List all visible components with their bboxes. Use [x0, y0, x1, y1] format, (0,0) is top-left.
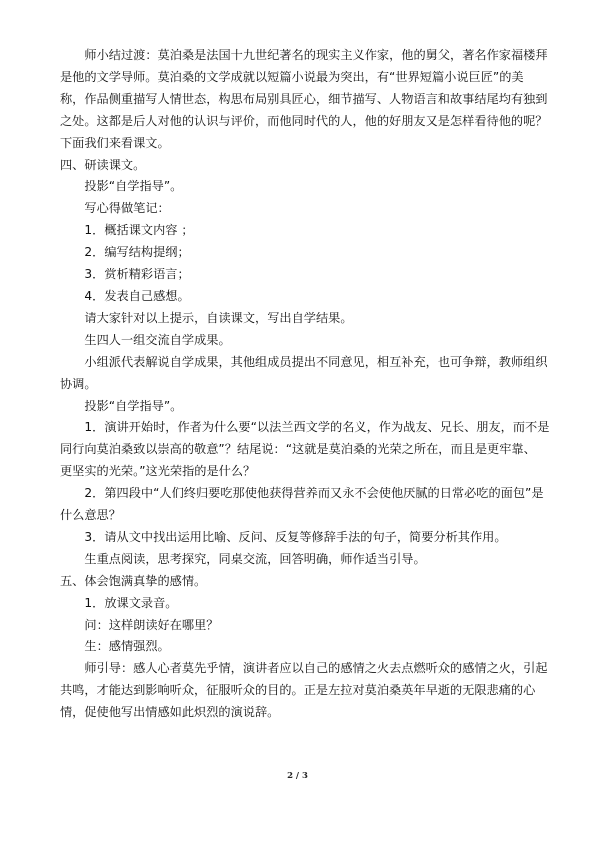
text-line: 同行向莫泊桑致以崇高的敬意”？结尾说：“这就是莫泊桑的光荣之所在，而且是更牢靠、	[60, 442, 536, 457]
teacher-guidance-paragraph	[60, 658, 548, 724]
summary-paragraph	[60, 45, 548, 155]
text-line: 下面我们来看课文。	[60, 135, 170, 150]
list-item: 2．编写结构提纲；	[84, 245, 190, 260]
text-line: 师小结过渡：莫泊桑是法国十九世纪著名的现实主义作家，他的舅父，著名作家福楼拜	[84, 48, 548, 62]
self-study-instruction: 请大家针对以上提示，自读课文，写出自学结果。	[84, 310, 353, 325]
student-activity: 生重点阅读，思考探究，同桌交流，回答明确，师作适当引导。	[84, 551, 426, 566]
question-1	[60, 417, 550, 483]
text-line: 师引导：感人心者莫先乎情，演讲者应以自己的感情之火去点燃听众的感情之火，引起	[84, 661, 548, 676]
section-heading-4: 四、研读课文。	[60, 157, 146, 172]
text-line: 协调。	[60, 376, 97, 391]
text-line: 2．第四段中“人们终归要吃那使他获得营养而又永不会使他厌腻的日常必吃的面包”是	[84, 486, 544, 501]
text-line: 称，作品侧重描写人情世态，构思布局别具匠心，细节描写、人物语言和故事结尾均有独到	[60, 91, 548, 106]
projection-note: 投影“自学指导”。	[84, 398, 183, 413]
question-3: 3．请从文中找出运用比喻、反问、反复等修辞手法的句子，简要分析其作用。	[84, 529, 507, 544]
teacher-question: 问：这样朗读好在哪里？	[84, 617, 219, 632]
student-answer: 生：感情强烈。	[84, 639, 170, 654]
list-item: 1．概括课文内容 ；	[84, 223, 194, 238]
list-item: 3．赏析精彩语言；	[84, 267, 190, 282]
question-2	[60, 483, 544, 527]
text-line: 什么意思？	[60, 508, 121, 523]
document-body	[60, 45, 550, 724]
notes-instruction: 写心得做笔记：	[84, 201, 170, 216]
group-report-paragraph	[60, 352, 548, 396]
text-line: 之处。这都是后人对他的认识与评价，而他同时代的人，他的好朋友又是怎样看待他的呢？	[60, 113, 548, 128]
text-line: 共鸣，才能达到影响听众，征服听众的目的。正是左拉对莫泊桑英年早逝的无限悲痛的心	[60, 683, 536, 698]
text-line: 小组派代表解说自学成果，其他组成员提出不同意见，相互补充，也可争辩，教师组织	[84, 354, 548, 369]
group-exchange: 生四人一组交流自学成果。	[84, 332, 231, 347]
text-line: 是他的文学导师。莫泊桑的文学成就以短篇小说最为突出，有“世界短篇小说巨匠”的美	[60, 69, 524, 84]
text-line: 情，促使他写出情感如此炽烈的演说辞。	[60, 705, 280, 720]
projection-note: 投影“自学指导”。	[84, 179, 183, 194]
list-item: 4．发表自己感想。	[84, 288, 190, 303]
text-line: 1．演讲开始时，作者为什么要“以法兰西文学的名义，作为战友、兄长、朋友，而不是	[84, 420, 550, 435]
listen-recording: 1．放课文录音。	[84, 595, 178, 610]
section-heading-5: 五、体会饱满真挚的感情。	[60, 573, 207, 588]
page-number: 2 / 3	[287, 771, 308, 781]
text-line: 更坚实的光荣。”这光荣指的是什么？	[60, 464, 256, 479]
